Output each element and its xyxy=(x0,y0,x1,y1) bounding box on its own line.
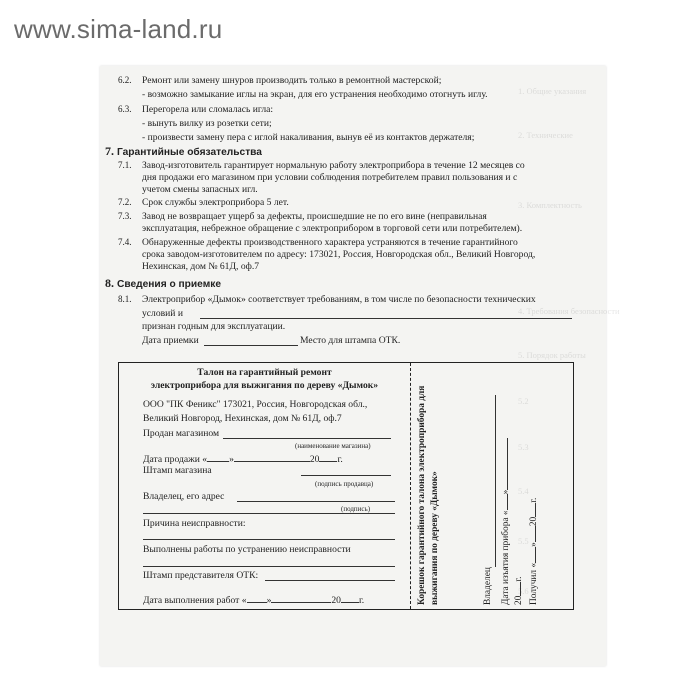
text-line: Нехинская, дом № 61Д, оф.7 xyxy=(142,261,260,272)
text-line: условий и xyxy=(142,308,183,319)
shop-stamp-label: Штамп магазина xyxy=(143,465,212,476)
stub-subtitle: выжигания по дереву «Дымок» xyxy=(430,471,440,605)
text-line: Завод не возвращает ущерб за дефекты, происшедшие не по его вине (неправильная xyxy=(142,211,487,222)
item-number: 6.3. xyxy=(118,104,132,114)
otk-stamp-blank xyxy=(265,580,395,581)
text-line: Электроприбор «Дымок» соответствует требованиям, в том числе по безопасности технических xyxy=(142,294,536,305)
text-line: - вынуть вилку из розетки сети; xyxy=(142,118,272,129)
text-line: Срок службы электроприбора 5 лет. xyxy=(142,197,289,208)
item-number: 7.1. xyxy=(118,160,132,170)
stub-removed-year: 20г. xyxy=(511,576,526,605)
works-done-blank xyxy=(143,566,395,567)
item-number: 8.1. xyxy=(118,294,132,304)
acceptance-date-label: Дата приемки xyxy=(142,335,199,346)
item-number: 7.3. xyxy=(118,211,132,221)
stub-title: Корешок гарантийного талона электроприбора для xyxy=(417,385,427,605)
text-line: - возможно замыкание иглы на экран, для его устранения необходимо отогнуть иглу. xyxy=(142,89,488,100)
coupon-subtitle: электроприбора для выжигания по дереву «Дымок» xyxy=(150,380,379,391)
item-number: 6.2. xyxy=(118,75,132,85)
document-page: 1. Общие указания 2. Технические 3. Комплектность 4. Требования безопасности 5. Порядок работы 5.2 5.3 5.4 5.5 5.6 6.2. Ремонт или замену шнуров производить только в ремонтной мастерской; - возможно замыкание иглы на экран, для его устранения необходимо отогнуть иглу. 6.3. Перегорела или сломалась игла: - вынуть вилку из розетки сети; - произвести замену пера с иглой накаливания, вынув её из контактов держателя; 7. Гарантийные обязательства 7.1. Завод-изготовитель гарантирует нормальную работу электроприбора в течение 12 месяцев со дня продажи его магазином при условии соблюдения потребителем правил пользования и с учетом смены запасных игл. 7.2. Срок службы электроприбора 5 лет. 7.3. Завод не возвращает ущерб за дефекты, происшедшие не по его вине (неправильная эксплуатация, небрежное обращение с электроприбором в торговой сети или потребителем). 7.4. Обнаруженные дефекты производственного характера устраняются в течение гарантийного срока заводом-изготовителем по адресу: 173021, Россия, Новгородская обл., Великий Новгород, Нехинская, дом № 61Д, оф.7 8. Сведения о приемке 8.1. Электроприбор «Дымок» соответствует требованиям, в том числе по безопасности технических условий и признан годным для эксплуатации. Дата приемки Место для штампа ОТК. Талон на гарантийный ремонт электроприбора для выжигания по дереву «Дымок» ООО "ПК Феникс" 173021, Россия, Новгородская обл., Великий Новгород, Нехинская, дом № 61Д, оф.7 Продан магазином (наименование магазина) Дата продажи « » 20 г. Штамп магазина (подпись продавца) Владелец, его адрес (подпись) Причина неисправности: Выполнены работы по устранению неисправности Штамп представителя ОТК: Дата выполнения работ « » 20 г. Корешок гарантийного талона электроприбора для выжигания по дереву «Дымок» Владелец Дата изъятия прибора «» 20г. Получил «»20г. xyxy=(100,66,606,666)
text-line: эксплуатация, небрежное обращение с электроприбором в торговой сети или потребителем). xyxy=(142,223,523,234)
text-line: признан годным для эксплуатации. xyxy=(142,321,286,332)
item-number: 7.4. xyxy=(118,237,132,247)
section-number: 8. xyxy=(105,276,114,290)
seller-sign-blank xyxy=(301,475,391,476)
works-done-label: Выполнены работы по устранению неисправности xyxy=(143,544,351,555)
shop-name-blank xyxy=(223,438,391,439)
section-number: 7. xyxy=(105,144,114,158)
coupon-title: Талон на гарантийный ремонт xyxy=(197,367,332,378)
acceptance-date-blank xyxy=(204,345,298,346)
document-text xyxy=(100,66,606,666)
text-line: - произвести замену пера с иглой накаливания, вынув её из контактов держателя; xyxy=(142,132,475,143)
watermark: www.sima-land.ru xyxy=(14,14,223,44)
owner-address-blank xyxy=(237,501,395,502)
stub-removed-label: Дата изъятия прибора «» xyxy=(498,438,513,605)
otk-stamp-label: Штамп представителя ОТК: xyxy=(143,570,259,581)
otk-stamp-place: Место для штампа ОТК. xyxy=(300,335,401,346)
text-line: Завод-изготовитель гарантирует нормальную работу электроприбора в течение 12 месяцев со xyxy=(142,160,525,171)
text-line: дня продажи его магазином при условии соблюдения потребителем правил пользования и с xyxy=(142,172,518,183)
stub-owner-blank xyxy=(495,395,496,567)
stub-received-label: Получил «»20г. xyxy=(526,498,541,605)
manufacturer-address: ООО "ПК Феникс" 173021, Россия, Новгородская обл., xyxy=(143,399,368,410)
stub-owner-label: Владелец xyxy=(483,567,493,605)
section-title: Сведения о приемке xyxy=(117,279,221,290)
section-title: Гарантийные обязательства xyxy=(117,147,262,158)
text-line: учетом смены запасных игл. xyxy=(142,184,258,195)
text-line: Обнаруженные дефекты производственного характера устраняются в течение гарантийного xyxy=(142,237,518,248)
shop-name-hint: (наименование магазина) xyxy=(295,442,371,450)
manufacturer-address: Великий Новгород, Нехинская, дом № 61Д, оф.7 xyxy=(143,413,342,424)
failure-cause-blank xyxy=(143,539,395,540)
conditions-blank-line xyxy=(200,318,572,319)
work-done-date-label: Дата выполнения работ « » 20 г. xyxy=(143,595,365,606)
failure-cause-label: Причина неисправности: xyxy=(143,518,246,529)
seller-sign-hint: (подпись продавца) xyxy=(315,480,374,488)
text-line: Перегорела или сломалась игла: xyxy=(142,104,274,115)
text-line: срока заводом-изготовителем по адресу: 173021, Россия, Новгородская обл., Великий Новгород, xyxy=(142,249,536,260)
sold-by-label: Продан магазином xyxy=(143,428,220,439)
cut-line xyxy=(410,363,411,609)
sign-hint: (подпись) xyxy=(341,505,371,513)
text-line: Ремонт или замену шнуров производить только в ремонтной мастерской; xyxy=(142,75,442,86)
sale-date-label: Дата продажи « » 20 г. xyxy=(143,454,343,465)
item-number: 7.2. xyxy=(118,197,132,207)
warranty-coupon xyxy=(118,362,574,610)
owner-address-label: Владелец, его адрес xyxy=(143,491,225,502)
